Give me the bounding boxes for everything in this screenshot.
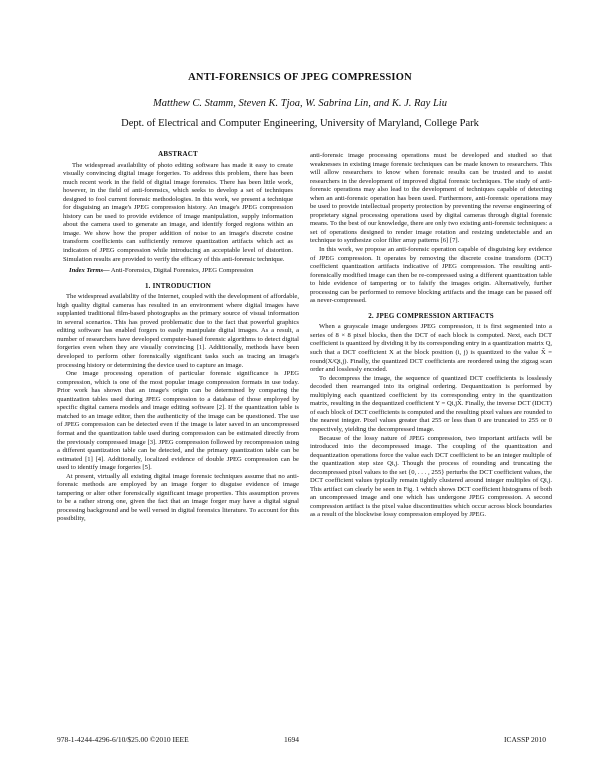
paper-title: ANTI-FORENSICS OF JPEG COMPRESSION bbox=[188, 72, 412, 83]
index-terms-label: Index Terms— bbox=[69, 267, 110, 275]
paragraph: In this work, we propose an anti-forensic operation capable of disguising key evidence of JPEG compression. It operates by removing the discrete cosine transform (DCT) coefficient quantization artifacts indicative of JPEG compression. The resulting anti-forensically modified image can then be re-compressed using a different quantization table to hide evidence of tampering or to falsify the images origin. Alternatively, further processing can be performed to remove blocking artifacts and the image can be passed off as never-compressed. bbox=[310, 246, 552, 305]
footer-venue: ICASSP 2010 bbox=[504, 735, 547, 744]
paragraph: To decompress the image, the sequence of quantized DCT coefficients is losslessly decoded then rearranged into its original ordering. Dequantization is performed by multiplying each quantized coefficient by its corresponding entry in the quantization matrix, resulting in the dequantized coefficient Y = Qi,jX̂. Finally, the inverse DCT (IDCT) of each block of DCT coefficients is computed and the resulting pixel values are rounded to the nearest integer. Pixel values greater that 255 or less than 0 are truncated to 255 or 0 respectively, yielding the decompressed image. bbox=[310, 374, 553, 433]
abstract-text: The widespread availability of photo editing software has made it easy to create visually convincing digital image forgeries. To address this problem, there has been much recent work in the field of digital image forensics. There has been little work, however, in the field of anti-forensics, which seeks to develop a set of techniques designed to fool current forensic methodologies. In this work, we present a technique for disguising an image's JPEG compression history. An image's JPEG compression history can be used to provide evidence of image manipulation, supply information about the camera used to generate an image, and identify forged regions within an image. We show how the proper addition of noise to an image's discrete cosine transform coefficients can sufficiently remove quantization artifacts which act as indicators of JPEG compression while introducing an acceptable level of distortion. Simulation results are provided to verify the efficacy of this anti-forensic technique. bbox=[63, 161, 293, 263]
index-terms-text: Anti-Forensics, Digital Forensics, JPEG Compression bbox=[110, 267, 254, 275]
right-column bbox=[310, 152, 552, 520]
author-list: Matthew C. Stamm, Steven K. Tjoa, W. Sabrina Lin, and K. J. Ray Liu bbox=[153, 98, 447, 109]
footer-page-number: 1694 bbox=[284, 735, 299, 744]
paragraph: Because of the lossy nature of JPEG compression, two important artifacts will be introduced into the decompressed image. The coupling of the quantization and dequantization operations force the value each DCT coefficient to be an integer multiple of the quantization step size Qi,j. Though the process of rounding and truncating the decompressed pixel values to the set {0, . . . , 255} perturbs the DCT coefficient values, the DCT coefficient values typically remain tightly clustered around integer multiples of Qi,j. This artifact can clearly be seen in Fig. 1 which shows DCT coefficient histograms of both an uncompressed image and one which has undergone JPEG compression. A second compression artifact is the pixel value discontinuities which occur across block boundaries as a result of the blockwise lossy compression employed by JPEG. bbox=[310, 434, 552, 519]
footer-isbn: 978-1-4244-4296-6/10/$25.00 ©2010 IEEE bbox=[57, 735, 189, 744]
abstract-body bbox=[57, 162, 299, 276]
abstract-heading: ABSTRACT bbox=[158, 150, 198, 158]
paragraph: One image processing operation of particular forensic significance is JPEG compression, which is one of the most popular image compression formats in use today. Prior work has shown that an image's origin can be determined by comparing the quantization tables used during JPEG compression to a database of those employed by specific digital camera models and image editing software [2]. If the quantization table is matched to an image editor, then the authenticity of the image can be questioned. The use of JPEG compression can be detected even if the image is later saved in an uncompressed format and the quantization table used during compression can be estimated directly from the previously compressed image [3]. JPEG compression followed by recompression using a different quantization table can be detected, and the primary quantization table can be estimated [1] [4]. Additionally, localized evidence of double JPEG compression can be used to identify image forgeries [5]. bbox=[57, 370, 299, 472]
index-terms bbox=[63, 267, 293, 276]
paragraph: At present, virtually all existing digital image forensic techniques assume that no anti-forensic methods are employed by an image forger to disguise evidence of image tampering or alter other forensically significant image properties. This assumption proves to be a rather strong one, given the fact that an image forger may have a digital signal processing background and be well versed in digital forensics literature. To account for this possibility, bbox=[57, 472, 299, 523]
left-column bbox=[57, 150, 299, 524]
section-heading-introduction: 1. INTRODUCTION bbox=[144, 281, 211, 290]
affiliation: Dept. of Electrical and Computer Engineering, University of Maryland, College Park bbox=[121, 118, 479, 129]
paragraph: The widespread availability of the Internet, coupled with the development of affordable, high quality digital cameras has resulted in an environment where digital images have supplanted traditional film-based photographs as the primary source of visual information in several scenarios. This has proved problematic due to the fact that powerful graphics editing software has enabled forgers to easily manipulate digital images. As a result, a number of researchers have developed computer-based forensic algorithms to detect digital forgeries even when they are visually convincing [1]. Additionally, methods have been developed to perform other forensically significant tasks such as tracing an image's processing history or determining the device used to capture an image. bbox=[57, 293, 299, 369]
paragraph: When a grayscale image undergoes JPEG compression, it is first segmented into a series of 8 × 8 pixel blocks, then the DCT of each block is computed. Next, each DCT coefficient is quantized by dividing it by its corresponding entry in a quantization matrix Q, such that a DCT coefficient X at the block position (i, j) is quantized to the value X̂ = round(X/Qi,j). Finally, the quantized DCT coefficients are reordered using the zigzag scan order and losslessly encoded. bbox=[310, 323, 552, 374]
paragraph: anti-forensic image processing operations must be developed and studied so that weaknesses in existing image forensic techniques can be made known to researchers. This will allow researchers to know when forensic results can be trusted and to assist researchers in the development of improved digital forensic techniques. The study of anti-forensic operations may also lead to the development of techniques capable of detecting when an anti-forensic operation has been used. Furthermore, anti-forensic operations may be used to provide intellectual property protection by preventing the reverse engineering of proprietary signal processing operations used by digital cameras through digital forensic means. To the best of our knowledge, there are only two existing anti-forensic techniques: a set of operations designed to render image rotation and resizing undetectable and an technique to synthesize color filter array patterns [6] [7]. bbox=[310, 152, 552, 245]
section-heading-jpeg-artifacts: 2. JPEG COMPRESSION ARTIFACTS bbox=[368, 311, 494, 320]
